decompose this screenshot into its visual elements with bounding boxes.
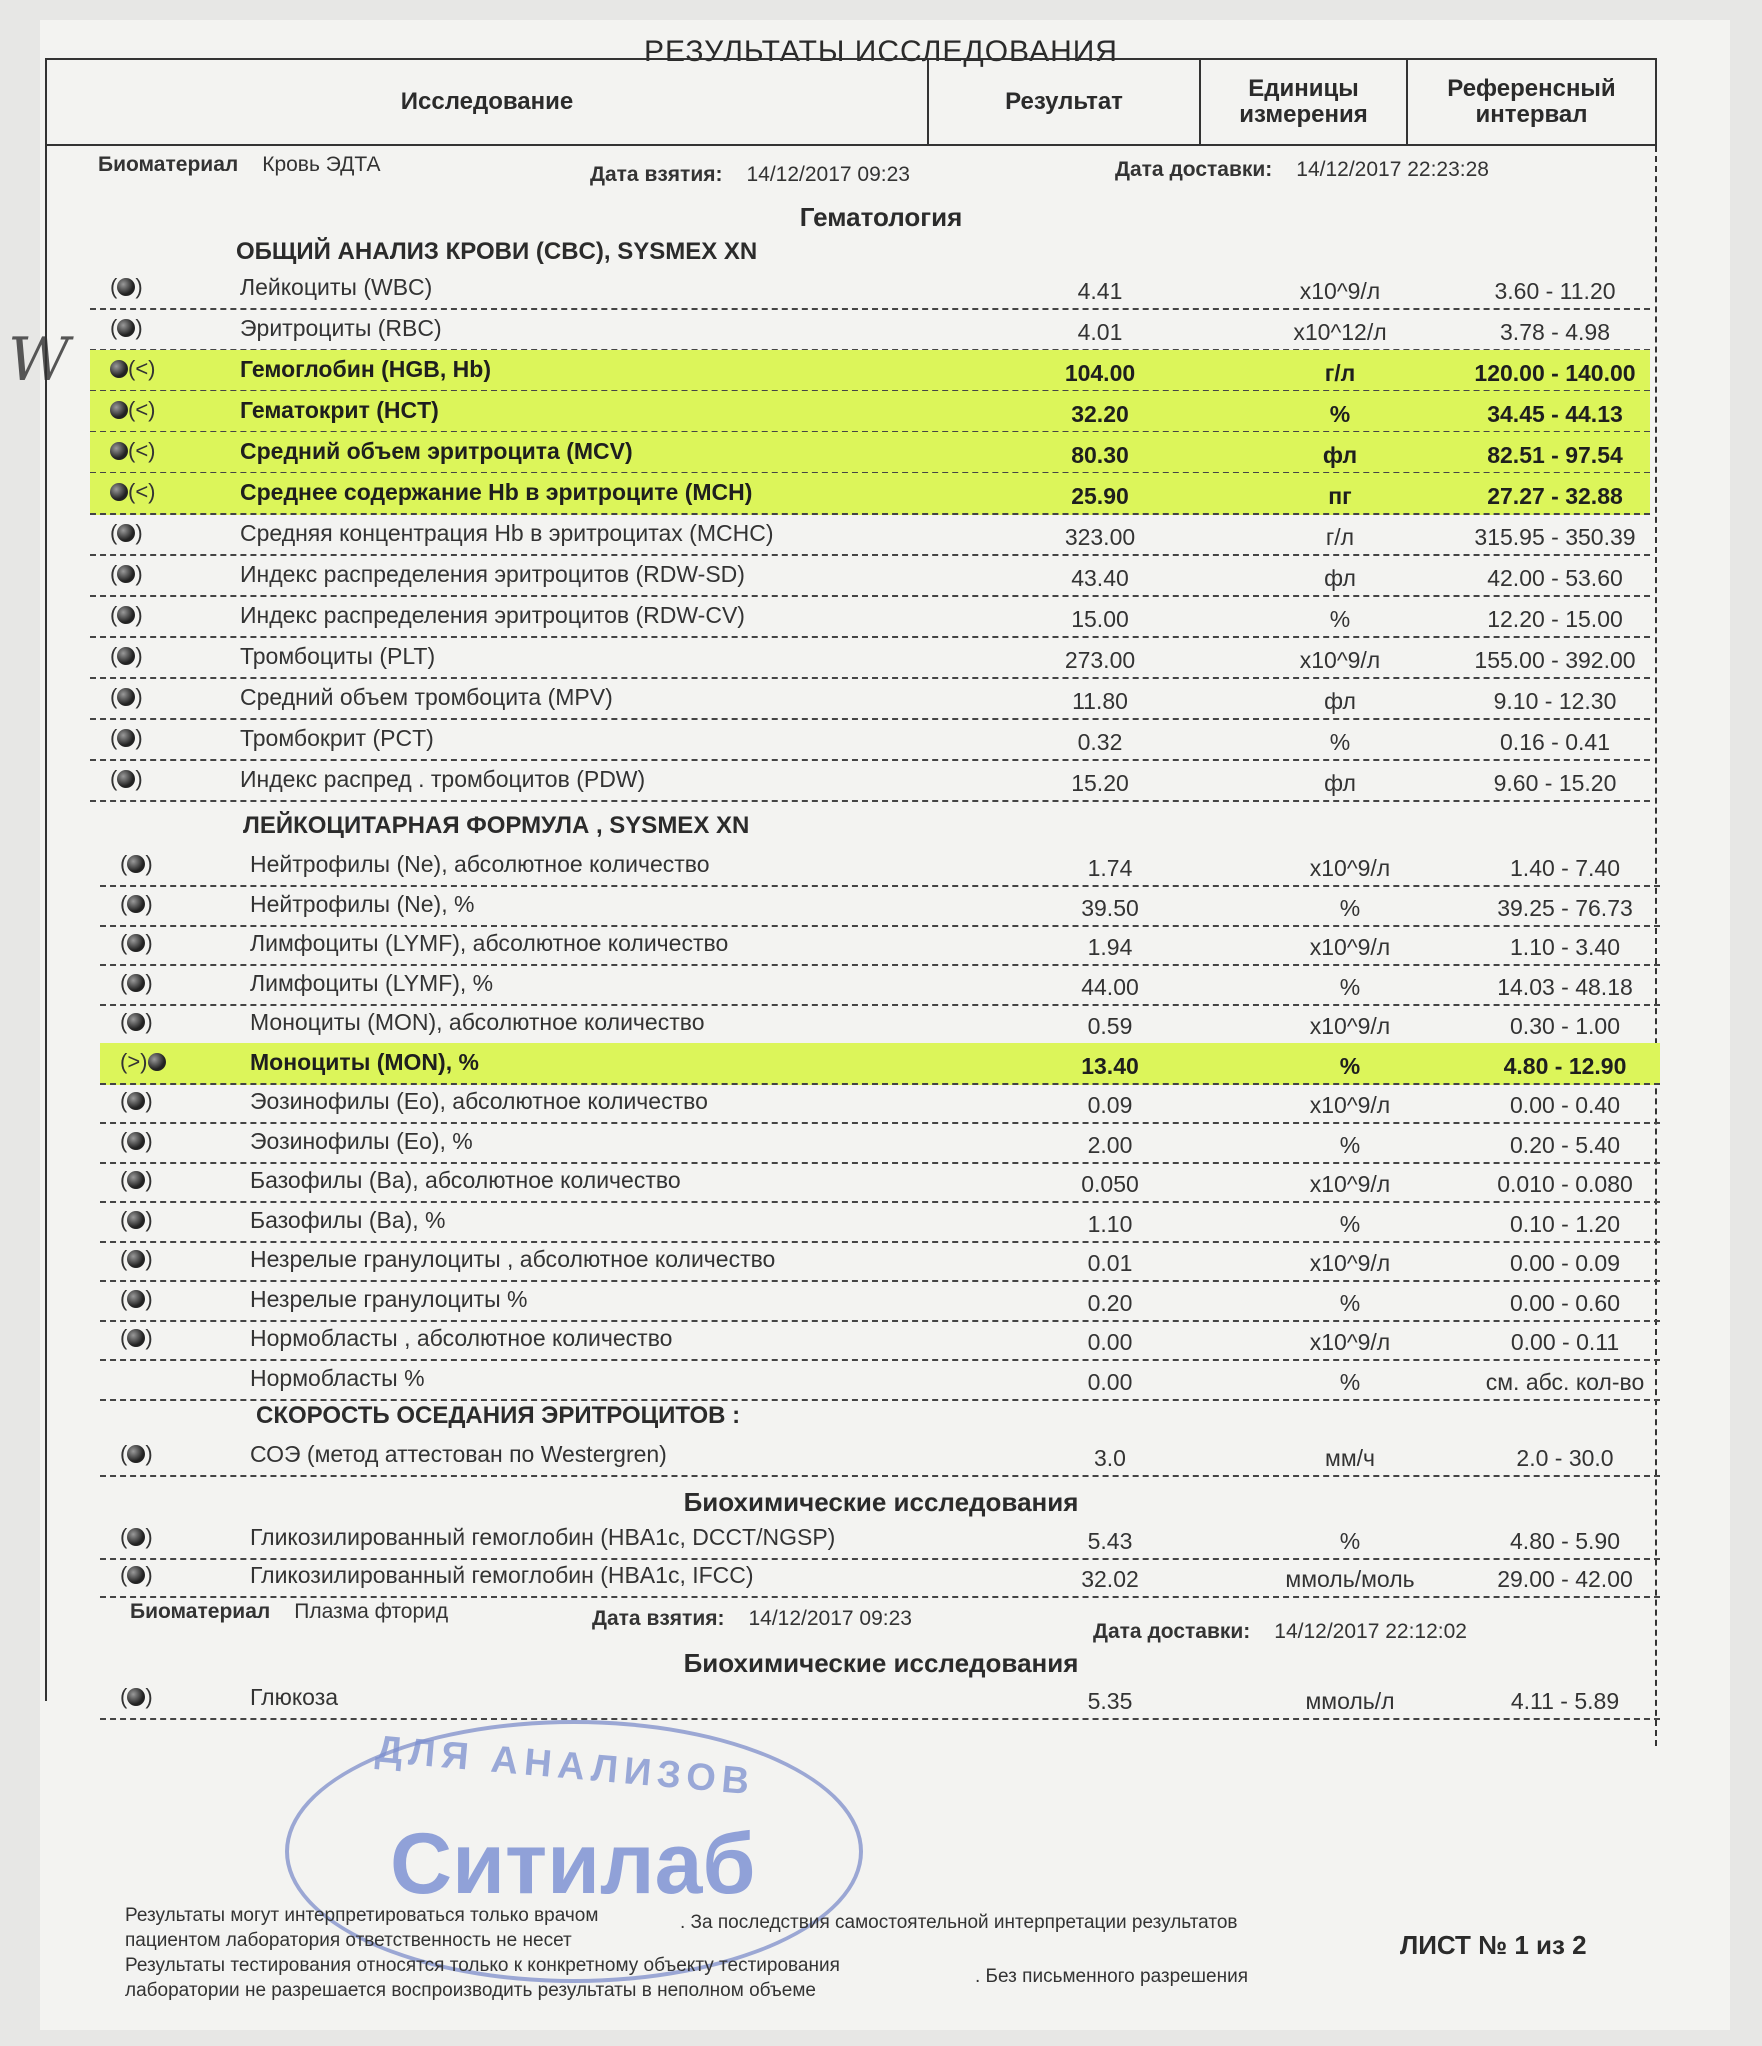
result-row: [100, 1678, 1660, 1720]
test-reference-range: 315.95 - 350.39: [1474, 524, 1636, 550]
test-unit: x10^9/л: [1309, 1092, 1391, 1118]
result-row: [90, 473, 1650, 515]
test-reference-range: 0.010 - 0.080: [1497, 1171, 1633, 1197]
status-indicator: (<): [110, 356, 156, 382]
test-name: Гематокрит (HCT): [240, 397, 439, 423]
status-indicator: ( ): [120, 1325, 153, 1350]
meta2-biomaterial: [130, 1600, 448, 1624]
status-ball-icon: [127, 1688, 145, 1706]
test-reference-range: 0.16 - 0.41: [1500, 729, 1610, 755]
test-result: 13.40: [1081, 1052, 1139, 1079]
status-ball-icon: [148, 1053, 166, 1071]
test-unit: фл: [1324, 688, 1356, 714]
status-indicator: ( ): [110, 766, 143, 791]
test-name: Гемоглобин (HGB, Hb): [240, 356, 491, 382]
section-biochemistry-1: Биохимические исследования: [683, 1487, 1079, 1517]
header-result: Результат: [929, 60, 1201, 144]
test-name: Лейкоциты (WBC): [240, 274, 433, 300]
status-indicator: ( ): [110, 725, 143, 750]
test-result: 104.00: [1064, 360, 1136, 386]
result-row: [90, 596, 1650, 638]
meta2-taken-value: 14/12/2017 09:23: [748, 1607, 912, 1630]
test-name: Лимфоциты (LYMF), %: [250, 969, 494, 996]
frame-left-line: [45, 146, 47, 1701]
result-row: [100, 924, 1660, 966]
meta2-biomaterial-label: Биоматериал: [130, 1600, 271, 1623]
test-result: 1.74: [1087, 855, 1133, 881]
test-name: Моноциты (MON), абсолютное количество: [250, 1009, 705, 1035]
test-result: 0.32: [1077, 729, 1123, 755]
test-name: Лимфоциты (LYMF), абсолютное количество: [250, 930, 729, 956]
status-ball-icon: [117, 524, 135, 542]
test-unit: г/л: [1324, 360, 1356, 386]
test-unit: фл: [1322, 442, 1358, 468]
status-indicator: ( ): [110, 684, 143, 709]
status-ball-icon: [117, 278, 135, 296]
test-name: Гликозилированный гемоглобин (HBA1c, DCCT/NGSP): [250, 1524, 836, 1550]
subsection-cbc: ОБЩИЙ АНАЛИЗ КРОВИ (CBC), SYSMEX XN: [236, 238, 758, 265]
test-result: 32.20: [1071, 401, 1129, 427]
status-indicator: ( ): [110, 520, 143, 545]
test-unit: %: [1339, 1289, 1361, 1316]
result-row: [100, 885, 1660, 927]
test-result: 11.80: [1072, 688, 1128, 714]
test-reference-range: 1.40 - 7.40: [1510, 855, 1620, 881]
test-name: Тромбоциты (PLT): [240, 643, 436, 669]
test-unit: %: [1339, 1052, 1361, 1079]
result-row: [90, 678, 1650, 720]
status-ball-icon: [127, 1092, 145, 1110]
test-reference-range: 12.20 - 15.00: [1487, 606, 1623, 632]
test-reference-range: 120.00 - 140.00: [1474, 360, 1636, 386]
result-row: [90, 555, 1650, 597]
test-reference-range: 42.00 - 53.60: [1487, 565, 1623, 591]
test-name: Нейтрофилы (Ne), абсолютное количество: [250, 851, 710, 877]
test-name: Индекс распределения эритроцитов (RDW-CV): [240, 602, 745, 628]
test-result: 273.00: [1064, 647, 1136, 673]
test-result: 0.050: [1081, 1171, 1139, 1197]
test-name: Глюкоза: [250, 1684, 339, 1710]
test-unit: %: [1329, 729, 1351, 755]
test-reference-range: 0.00 - 0.09: [1510, 1250, 1620, 1276]
test-reference-range: 9.60 - 15.20: [1493, 770, 1617, 796]
test-reference-range: 39.25 - 76.73: [1497, 894, 1633, 921]
status-ball-icon: [117, 729, 135, 747]
status-indicator: (<): [110, 438, 156, 464]
status-ball-icon: [117, 319, 135, 337]
status-indicator: ( ): [110, 274, 143, 299]
test-unit: %: [1329, 606, 1351, 632]
status-ball-icon: [127, 1445, 145, 1463]
status-indicator: ( ): [120, 890, 153, 916]
test-unit: %: [1339, 1368, 1361, 1395]
status-indicator: ( ): [120, 1127, 153, 1153]
footer-line-1b: . За последствия самостоятельной интерпретации результатов: [680, 1912, 1238, 1933]
test-result: 15.00: [1071, 606, 1129, 632]
test-result: 32.02: [1081, 1566, 1139, 1592]
test-name: Нормобласты , абсолютное количество: [250, 1325, 673, 1351]
test-result: 2.00: [1087, 1131, 1133, 1158]
header-ref: Референсный интервал: [1447, 74, 1616, 128]
result-row: [100, 1201, 1660, 1243]
test-reference-range: 0.00 - 0.11: [1510, 1329, 1620, 1355]
test-name: Тромбокрит (PCT): [240, 725, 434, 751]
test-result: 0.01: [1087, 1250, 1133, 1276]
status-ball-icon: [127, 1566, 145, 1584]
status-indicator: ( ): [120, 1206, 153, 1232]
status-indicator: ( ): [120, 1285, 153, 1311]
test-result: 43.40: [1071, 565, 1129, 591]
result-row: [100, 1319, 1660, 1361]
test-unit: фл: [1324, 770, 1356, 796]
status-ball-icon: [117, 606, 135, 624]
footer-line-4: лаборатории не разрешается воспроизводить результаты в неполном объеме: [125, 1980, 816, 2001]
test-unit: г/л: [1325, 524, 1355, 550]
meta-taken-value: 14/12/2017 09:23: [746, 163, 910, 186]
stamp-top-text: ДЛЯ АНАЛИЗОВ: [373, 1728, 757, 1804]
meta-delivered: [1115, 158, 1489, 182]
test-reference-range: 34.45 - 44.13: [1487, 401, 1623, 427]
meta2-biomaterial-value: Плазма фторид: [294, 1600, 449, 1623]
status-indicator: ( ): [120, 1167, 153, 1192]
status-indicator: ( ): [110, 561, 143, 586]
test-unit: ммоль/моль: [1285, 1566, 1415, 1592]
status-ball-icon: [127, 895, 145, 913]
test-result: 323.00: [1064, 524, 1136, 550]
status-ball-icon: [127, 1290, 145, 1308]
result-row: [100, 845, 1660, 887]
result-row: [90, 309, 1650, 351]
status-ball-icon: [127, 974, 145, 992]
meta-delivered-value: 14/12/2017 22:23:28: [1296, 158, 1489, 181]
test-unit: %: [1339, 973, 1361, 1000]
status-ball-icon: [110, 401, 128, 419]
result-row: [90, 350, 1650, 392]
test-name: Среднее содержание Hb в эритроците (MCH): [240, 479, 753, 505]
status-indicator: ( ): [120, 1524, 153, 1549]
test-name: Индекс распределения эритроцитов (RDW-SD): [240, 561, 745, 587]
result-row: [100, 1043, 1660, 1085]
result-row: [100, 1280, 1660, 1322]
page-title: РЕЗУЛЬТАТЫ ИССЛЕДОВАНИЯ: [644, 35, 1118, 68]
test-reference-range: 4.11 - 5.89: [1510, 1688, 1620, 1714]
test-reference-range: 27.27 - 32.88: [1487, 483, 1623, 509]
test-reference-range: 155.00 - 392.00: [1474, 647, 1636, 673]
status-ball-icon: [127, 1250, 145, 1268]
test-unit: %: [1339, 894, 1361, 921]
status-ball-icon: [110, 442, 128, 460]
subsection-esr: СКОРОСТЬ ОСЕДАНИЯ ЭРИТРОЦИТОВ :: [256, 1402, 741, 1429]
footer-line-3b: . Без письменного разрешения: [975, 1966, 1248, 1987]
test-unit: ммоль/л: [1305, 1688, 1395, 1714]
footer-line-2: пациентом лаборатория ответственность не несет: [125, 1930, 572, 1951]
test-reference-range: 2.0 - 30.0: [1516, 1445, 1614, 1471]
test-name: Эритроциты (RBC): [240, 315, 442, 341]
test-result: 0.00: [1087, 1368, 1133, 1395]
test-name: Незрелые гранулоциты , абсолютное количество: [250, 1246, 776, 1272]
test-result: 44.00: [1081, 973, 1139, 1000]
status-indicator: ( ): [120, 1246, 153, 1271]
test-reference-range: 0.00 - 0.60: [1510, 1289, 1620, 1316]
status-indicator: (<): [110, 397, 156, 423]
status-indicator: (<): [110, 479, 156, 505]
result-row: [100, 1082, 1660, 1124]
test-result: 1.10: [1087, 1210, 1133, 1237]
status-ball-icon: [117, 770, 135, 788]
result-row: [100, 1359, 1660, 1401]
test-name: Нейтрофилы (Ne), %: [250, 890, 475, 917]
test-reference-range: 29.00 - 42.00: [1497, 1566, 1633, 1592]
test-unit: x10^12/л: [1293, 319, 1387, 345]
test-unit: %: [1339, 1528, 1361, 1554]
test-name: Эозинофилы (Eo), абсолютное количество: [250, 1088, 708, 1114]
status-ball-icon: [110, 360, 128, 378]
meta2-delivered-value: 14/12/2017 22:12:02: [1274, 1620, 1467, 1643]
test-unit: %: [1329, 401, 1351, 427]
status-ball-icon: [117, 565, 135, 583]
test-reference-range: 3.60 - 11.20: [1494, 278, 1616, 304]
result-row: [90, 514, 1650, 556]
section-hematology: Гематология: [799, 202, 963, 232]
test-name: СОЭ (метод аттестован по Westergren): [250, 1441, 667, 1467]
test-result: 25.90: [1071, 483, 1129, 509]
status-indicator: (>): [120, 1049, 166, 1075]
test-result: 80.30: [1071, 442, 1129, 468]
test-unit: x10^9/л: [1299, 278, 1381, 304]
test-name: Эозинофилы (Eo), %: [250, 1127, 473, 1154]
subsection-leukocyte-formula: ЛЕЙКОЦИТАРНАЯ ФОРМУЛА , SYSMEX XN: [243, 812, 750, 839]
test-name: Нормобласты %: [250, 1364, 425, 1391]
status-ball-icon: [127, 1211, 145, 1229]
result-row: [100, 1556, 1660, 1598]
test-reference-range: 1.10 - 3.40: [1510, 934, 1620, 960]
footer-line-1: Результаты могут интерпретироваться только врачом: [125, 1905, 599, 1926]
test-unit: x10^9/л: [1309, 934, 1391, 960]
test-unit: пг: [1328, 483, 1352, 509]
status-ball-icon: [127, 1528, 145, 1546]
result-row: [100, 1003, 1660, 1045]
status-indicator: ( ): [120, 851, 153, 876]
test-result: 0.20: [1087, 1289, 1133, 1316]
status-ball-icon: [127, 1013, 145, 1031]
result-row: [100, 1240, 1660, 1282]
header-units: Единицы измерения: [1201, 60, 1408, 144]
test-reference-range: 4.80 - 12.90: [1503, 1052, 1627, 1079]
test-name: Моноциты (MON), %: [250, 1048, 479, 1075]
status-indicator: ( ): [120, 1009, 153, 1034]
result-row: [90, 760, 1650, 802]
handwritten-mark: W: [8, 325, 70, 395]
result-row: [90, 391, 1650, 433]
status-ball-icon: [127, 855, 145, 873]
status-indicator: ( ): [110, 315, 143, 340]
test-unit: мм/ч: [1325, 1445, 1375, 1471]
test-name: Незрелые гранулоциты %: [250, 1285, 528, 1312]
test-result: 4.41: [1077, 278, 1123, 304]
test-reference-range: 0.30 - 1.00: [1510, 1013, 1620, 1039]
meta-taken-label: Дата взятия:: [590, 163, 723, 186]
test-result: 0.59: [1087, 1013, 1133, 1039]
status-indicator: ( ): [120, 930, 153, 955]
status-ball-icon: [127, 1171, 145, 1189]
test-reference-range: 0.10 - 1.20: [1510, 1210, 1620, 1237]
result-row: [90, 719, 1650, 761]
test-name: Базофилы (Ba), абсолютное количество: [250, 1167, 681, 1193]
meta2-delivered: [1093, 1620, 1467, 1644]
result-row: [100, 1122, 1660, 1164]
result-row: [100, 964, 1660, 1006]
test-unit: x10^9/л: [1309, 1250, 1391, 1276]
test-result: 0.00: [1087, 1329, 1133, 1355]
status-indicator: ( ): [120, 1562, 153, 1587]
stamp-logo-text: Ситилаб: [390, 1816, 756, 1912]
status-ball-icon: [117, 647, 135, 665]
test-name: Средний объем эритроцита (MCV): [240, 438, 633, 464]
test-reference-range: 0.20 - 5.40: [1510, 1131, 1620, 1158]
status-indicator: ( ): [110, 602, 143, 627]
result-row: [100, 1518, 1660, 1560]
test-reference-range: 82.51 - 97.54: [1487, 442, 1623, 468]
table-header: [45, 58, 1657, 146]
test-name: Базофилы (Ba), %: [250, 1206, 446, 1233]
test-name: Средний объем тромбоцита (MPV): [240, 684, 613, 710]
status-indicator: ( ): [120, 1088, 153, 1113]
meta-biomaterial: [98, 153, 381, 177]
result-row: [90, 637, 1650, 679]
test-name: Гликозилированный гемоглобин (HBA1c, IFCC): [250, 1562, 754, 1588]
test-reference-range: 0.00 - 0.40: [1510, 1092, 1620, 1118]
status-indicator: ( ): [120, 1441, 153, 1466]
test-name: Индекс распред . тромбоцитов (PDW): [240, 766, 646, 792]
test-result: 1.94: [1087, 934, 1133, 960]
test-result: 4.01: [1077, 319, 1123, 345]
meta-delivered-label: Дата доставки:: [1115, 158, 1273, 181]
test-unit: x10^9/л: [1309, 1171, 1391, 1197]
status-ball-icon: [127, 1132, 145, 1150]
test-unit: x10^9/л: [1309, 855, 1391, 881]
test-unit: x10^9/л: [1309, 1329, 1391, 1355]
meta-biomaterial-value: Кровь ЭДТА: [262, 153, 381, 176]
test-unit: x10^9/л: [1309, 1013, 1391, 1039]
result-row: [90, 268, 1650, 310]
result-row: [100, 1161, 1660, 1203]
meta-taken: [590, 163, 910, 187]
status-indicator: ( ): [120, 1684, 153, 1709]
test-unit: %: [1339, 1131, 1361, 1158]
test-reference-range: 3.78 - 4.98: [1500, 319, 1610, 345]
section-biochemistry-2: Биохимические исследования: [683, 1648, 1079, 1678]
test-result: 0.09: [1087, 1092, 1133, 1118]
test-reference-range: 14.03 - 48.18: [1497, 973, 1633, 1000]
status-ball-icon: [117, 688, 135, 706]
meta2-taken: [592, 1607, 912, 1631]
meta-biomaterial-label: Биоматериал: [98, 153, 239, 176]
test-name: Средняя концентрация Hb в эритроцитах (MCHC): [240, 520, 774, 546]
status-indicator: ( ): [120, 969, 153, 995]
test-result: 5.35: [1087, 1688, 1133, 1714]
test-unit: фл: [1324, 565, 1356, 591]
footer-line-3: Результаты тестирования относятся только к конкретному объекту тестирования: [125, 1955, 840, 1976]
test-result: 5.43: [1087, 1528, 1133, 1554]
test-unit: x10^9/л: [1299, 647, 1381, 673]
test-reference-range: 4.80 - 5.90: [1510, 1528, 1620, 1554]
header-study: Исследование: [47, 60, 929, 144]
test-unit: %: [1339, 1210, 1361, 1237]
test-result: 39.50: [1081, 894, 1139, 921]
test-reference-range: 9.10 - 12.30: [1493, 688, 1617, 714]
status-indicator: ( ): [110, 643, 143, 668]
test-result: 3.0: [1094, 1445, 1126, 1471]
test-reference-range: см. абс. кол-во: [1485, 1368, 1645, 1395]
status-ball-icon: [127, 1329, 145, 1347]
sheet-number: ЛИСТ № 1 из 2: [1400, 1930, 1587, 1960]
meta2-delivered-label: Дата доставки:: [1093, 1620, 1251, 1643]
result-row: [90, 432, 1650, 474]
meta2-taken-label: Дата взятия:: [592, 1607, 725, 1630]
status-ball-icon: [110, 483, 128, 501]
status-ball-icon: [127, 934, 145, 952]
result-row: [100, 1435, 1660, 1477]
test-result: 15.20: [1071, 770, 1129, 796]
